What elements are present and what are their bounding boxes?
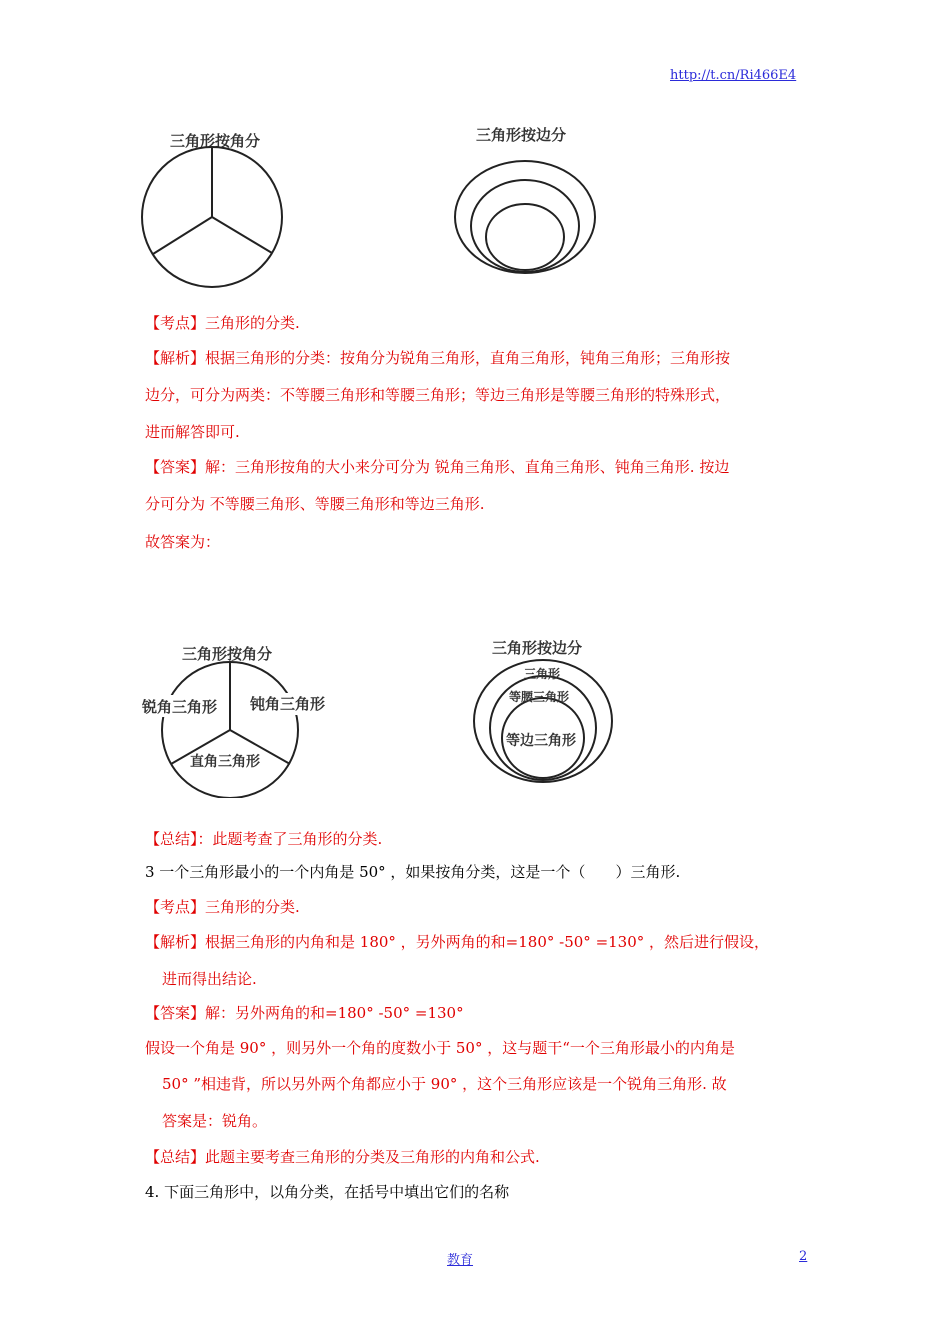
q3-jiexi-line2: 进而得出结论.: [162, 970, 257, 988]
q3-daan-line2: 假设一个角是 90° ，则另外一个角的度数小于 50° ，这与题干“一个三角形最小的内角是: [145, 1039, 735, 1057]
fig2-equilateral-label: 等边三角形: [506, 733, 576, 749]
fig1-angle-title: 三角形按角分: [170, 132, 261, 150]
footer-link[interactable]: 教育: [447, 1253, 474, 1268]
zongjie1: 【总结】：此题考查了三角形的分类.: [145, 830, 383, 848]
fig2-isosceles-label: 等腰三角形: [509, 690, 570, 704]
fig1-outer-ellipse: [455, 161, 595, 273]
fig2-triangle-label: 三角形: [524, 667, 561, 681]
figure-side-classification-blank: [448, 120, 608, 280]
q3-question: 3 一个三角形最小的一个内角是 50° ，如果按角分类，这是一个（ ）三角形.: [145, 863, 681, 881]
fig2-obtuse-label: 钝角三角形: [250, 695, 326, 713]
figure-angle-classification-labeled: [138, 638, 358, 798]
q2-daan-line1: 【答案】解：三角形按角的大小来分可分为 锐角三角形、直角三角形、钝角三角形. 按边: [145, 458, 730, 476]
q3-daan-line1: 【答案】解：另外两角的和=180° -50° =130°: [145, 1004, 464, 1022]
q3-daan-line3: 50° ”相违背，所以另外两个角都应小于 90° ，这个三角形应该是一个锐角三角形. 故: [162, 1075, 727, 1093]
q2-kaodian: 【考点】三角形的分类.: [145, 314, 300, 332]
fig2-acute-label: 锐角三角形: [142, 698, 218, 716]
q3-daan-line4: 答案是：锐角。: [162, 1112, 268, 1130]
page-number[interactable]: 2: [799, 1249, 808, 1264]
q2-jiexi-line2: 边分，可分为两类：不等腰三角形和等腰三角形；等边三角形是等腰三角形的特殊形式，: [145, 386, 731, 404]
fig1-inner-ellipse: [486, 204, 564, 270]
q2-conclusion: 故答案为：: [145, 533, 221, 551]
fig2-angle-title: 三角形按角分: [182, 645, 273, 663]
figure-angle-classification-blank: [140, 120, 300, 290]
figure-side-classification-labeled: [466, 634, 626, 794]
q2-daan-line2: 分可分为 不等腰三角形、等腰三角形和等边三角形.: [145, 495, 485, 513]
q2-jiexi-line3: 进而解答即可.: [145, 423, 240, 441]
fig2-side-title: 三角形按边分: [492, 639, 583, 657]
q4-question: 4. 下面三角形中，以角分类，在括号中填出它们的名称: [145, 1183, 510, 1201]
q3-kaodian: 【考点】三角形的分类.: [145, 898, 300, 916]
q3-zongjie: 【总结】此题主要考查三角形的分类及三角形的内角和公式.: [145, 1148, 540, 1166]
header-url-link[interactable]: http://t.cn/Ri466E4: [670, 68, 797, 83]
fig2-right-label: 直角三角形: [190, 754, 260, 770]
q2-jiexi-line1: 【解析】根据三角形的分类：按角分为锐角三角形，直角三角形，钝角三角形；三角形按: [145, 349, 731, 367]
q3-jiexi-line1: 【解析】根据三角形的内角和是 180° ，另外两角的和=180° -50° =130° ，然后进行假设，: [145, 933, 770, 951]
fig1-side-title: 三角形按边分: [476, 126, 567, 144]
